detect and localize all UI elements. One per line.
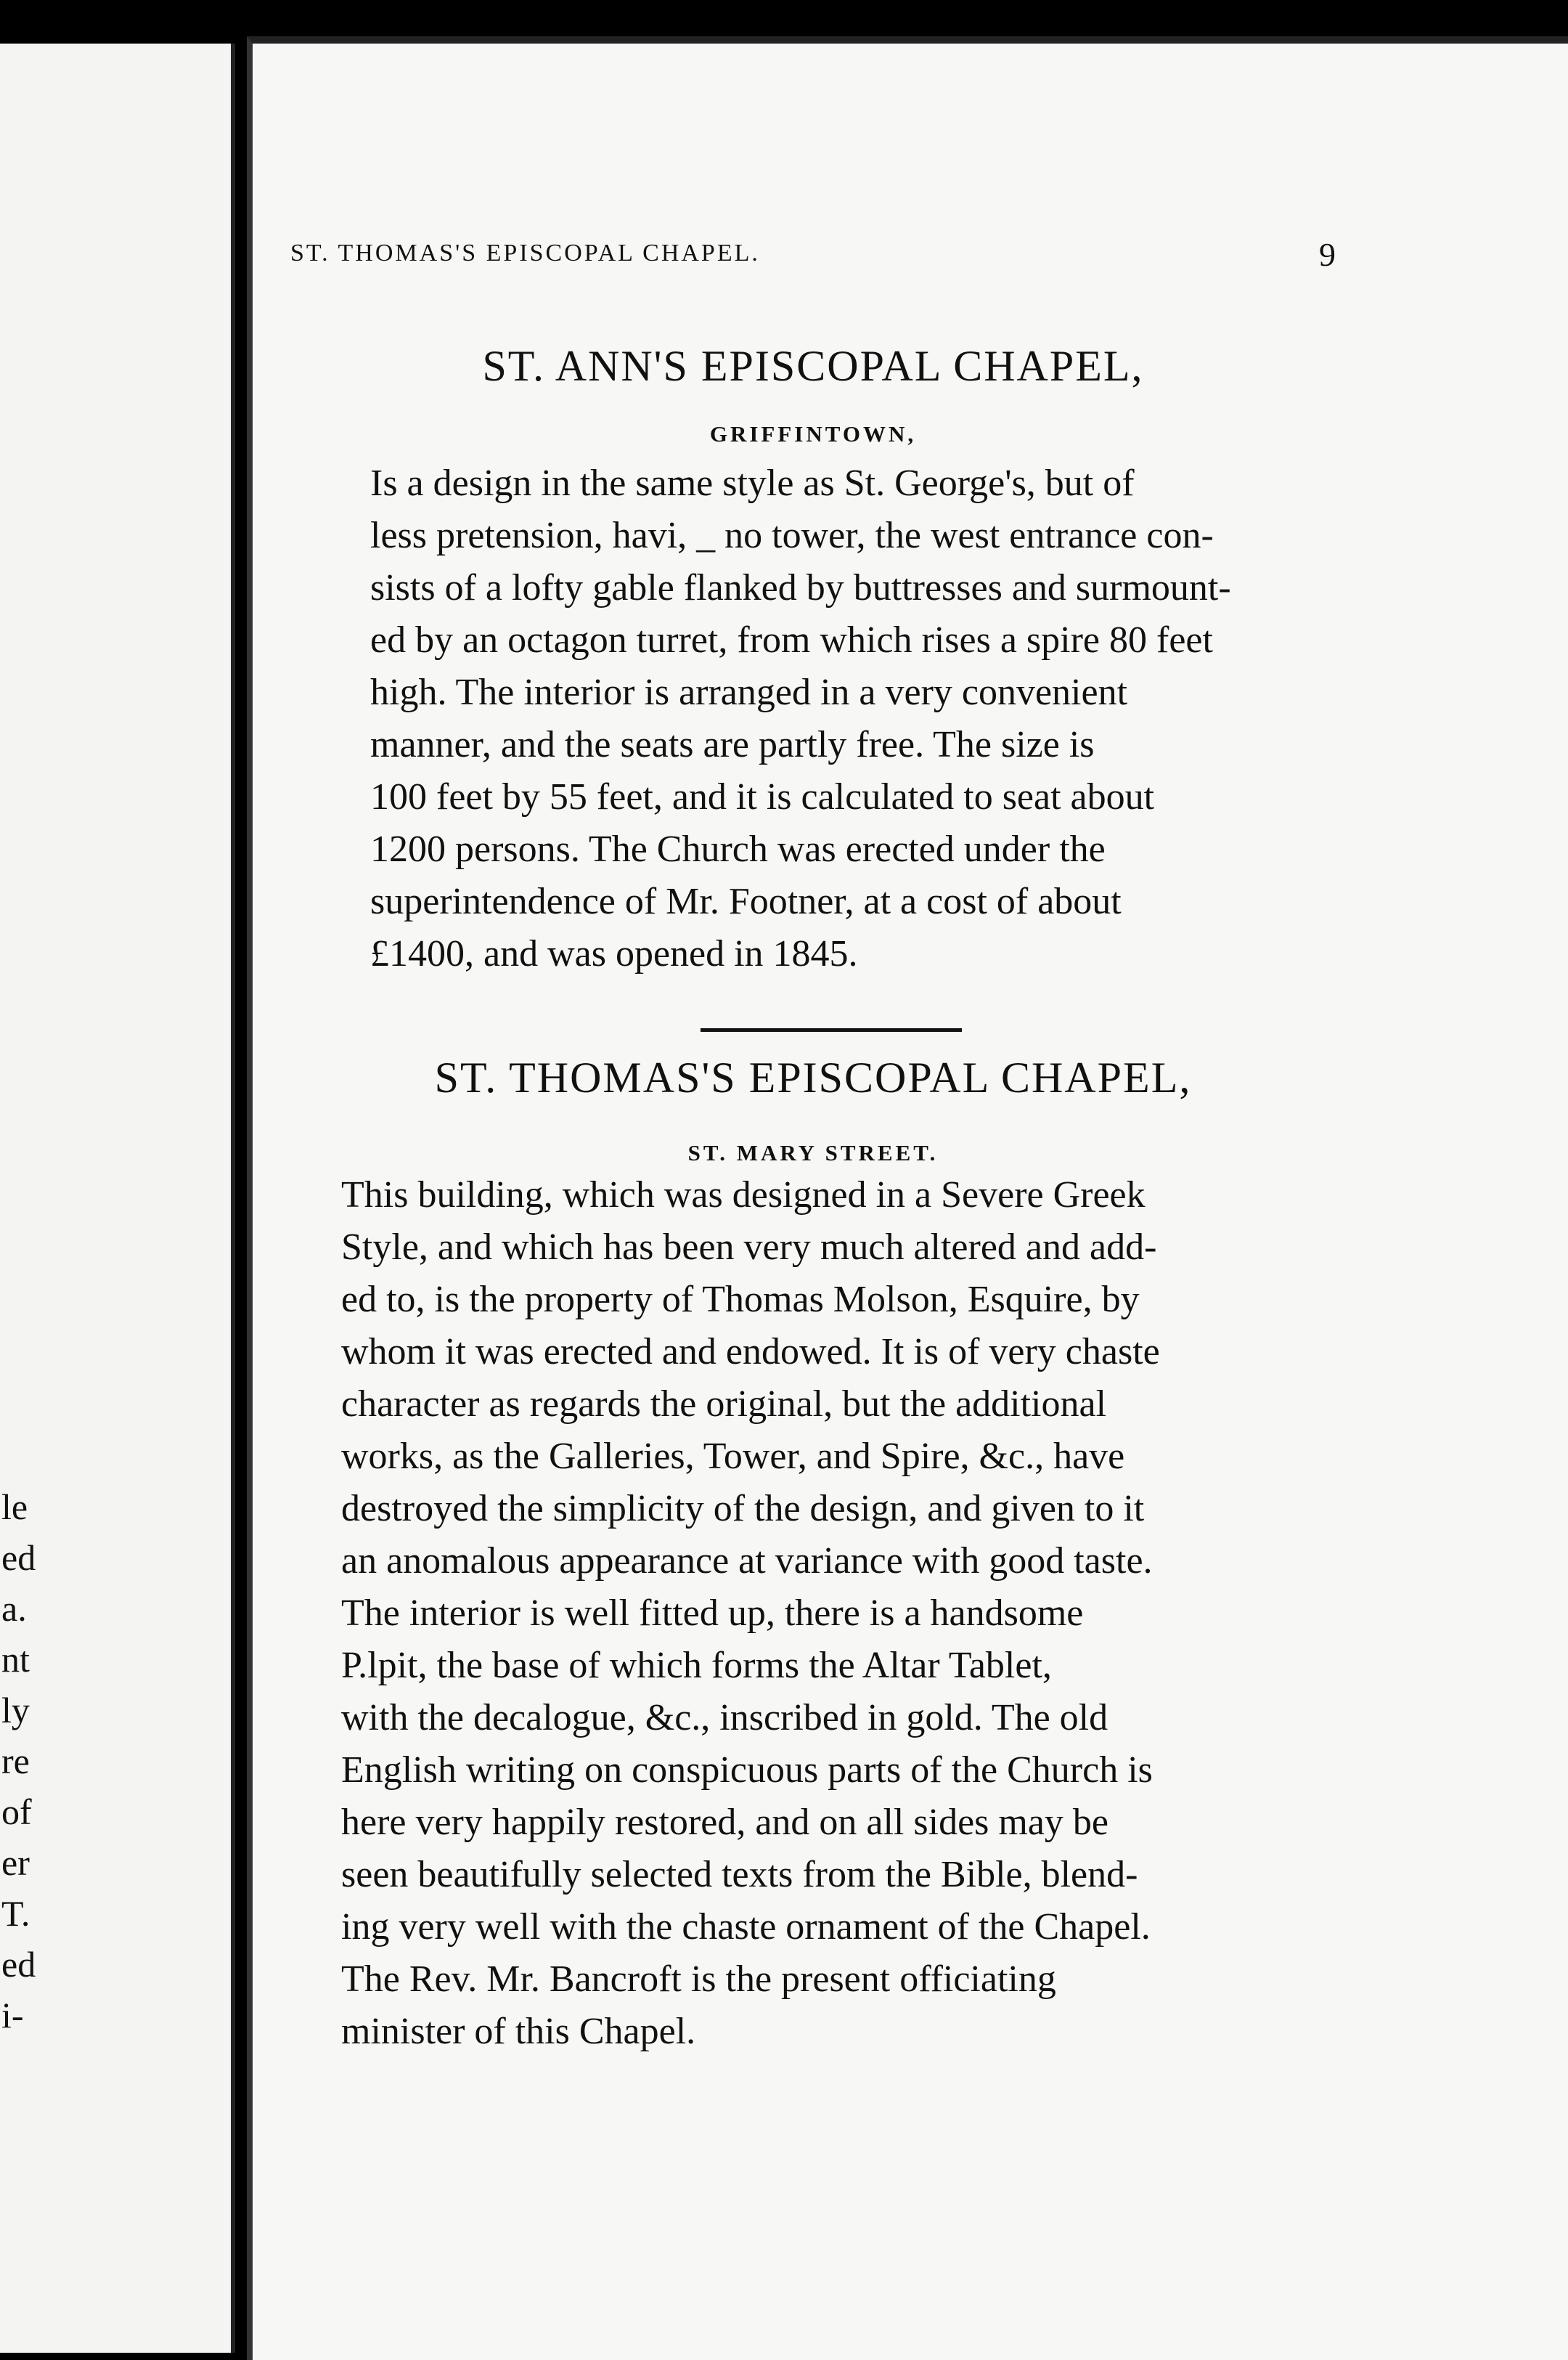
text-line: The interior is well fitted up, there is a handsome xyxy=(341,1592,1084,1634)
text-line: Is a design in the same style as St. George's, but of xyxy=(370,463,1135,504)
text-line: £1400, and was opened in 1845. xyxy=(370,933,858,974)
left-fragment: nt xyxy=(1,1639,30,1680)
text-line: ing very well with the chaste ornament of the Chapel. xyxy=(341,1906,1151,1948)
text-line: 100 feet by 55 feet, and it is calculated to seat about xyxy=(370,776,1155,818)
section-body xyxy=(370,457,1336,980)
text-line: character as regards the original, but the additional xyxy=(341,1383,1107,1425)
left-fragment: a. xyxy=(1,1588,27,1629)
text-line: works, as the Galleries, Tower, and Spire, &c., have xyxy=(341,1436,1125,1477)
text-line: English writing on conspicuous parts of the Church is xyxy=(341,1749,1153,1791)
text-line: sists of a lofty gable flanked by buttresses and surmount- xyxy=(370,567,1231,609)
section-subtitle: GRIFFINTOWN, xyxy=(709,421,917,447)
left-fragment: re xyxy=(1,1741,30,1781)
section-title: ST. THOMAS'S EPISCOPAL CHAPEL, xyxy=(434,1054,1192,1102)
text-line: This building, which was designed in a Severe Greek xyxy=(341,1174,1146,1216)
text-line: ed by an octagon turret, from which rises a spire 80 feet xyxy=(370,619,1213,661)
text-line: here very happily restored, and on all sides may be xyxy=(341,1802,1108,1843)
running-title: ST. THOMAS'S EPISCOPAL CHAPEL. xyxy=(290,240,760,266)
left-fragment: T. xyxy=(1,1893,30,1934)
text-line: manner, and the seats are partly free. The size is xyxy=(370,724,1095,765)
text-line: The Rev. Mr. Bancroft is the present officiating xyxy=(341,1958,1056,2000)
left-fragment: ed xyxy=(1,1537,36,1578)
text-line: ed to, is the property of Thomas Molson, Esquire, by xyxy=(341,1279,1140,1320)
text-line: destroyed the simplicity of the design, and given to it xyxy=(341,1488,1145,1529)
text-line: whom it was erected and endowed. It is of very chaste xyxy=(341,1331,1160,1372)
text-line: seen beautifully selected texts from the Bible, blend- xyxy=(341,1854,1138,1895)
section-subtitle: ST. MARY STREET. xyxy=(687,1140,939,1165)
section-divider xyxy=(701,1028,962,1032)
left-fragment: er xyxy=(1,1842,30,1883)
text-line: P.lpit, the base of which forms the Altar Tablet, xyxy=(341,1645,1052,1686)
left-fragment: le xyxy=(1,1486,28,1527)
text-line: superintendence of Mr. Footner, at a cost of about xyxy=(370,881,1122,922)
text-line: less pretension, havi, _ no tower, the west entrance con- xyxy=(370,515,1214,556)
left-fragment: ly xyxy=(1,1690,30,1730)
page-number: 9 xyxy=(1319,236,1336,273)
text-line: an anomalous appearance at variance with good taste. xyxy=(341,1540,1153,1582)
text-line: 1200 persons. The Church was erected under the xyxy=(370,829,1106,870)
left-page-edge xyxy=(0,44,235,2353)
text-line: minister of this Chapel. xyxy=(341,2011,696,2052)
left-fragment: ed xyxy=(1,1944,36,1985)
text-line: with the decalogue, &c., inscribed in gold. The old xyxy=(341,1697,1108,1738)
section-body xyxy=(341,1169,1307,2058)
left-fragment: of xyxy=(1,1791,32,1832)
left-fragment: i- xyxy=(1,1995,24,2035)
section-title: ST. ANN'S EPISCOPAL CHAPEL, xyxy=(482,342,1144,390)
text-line: Style, and which has been very much altered and add- xyxy=(341,1226,1157,1268)
text-line: high. The interior is arranged in a very convenient xyxy=(370,672,1128,713)
